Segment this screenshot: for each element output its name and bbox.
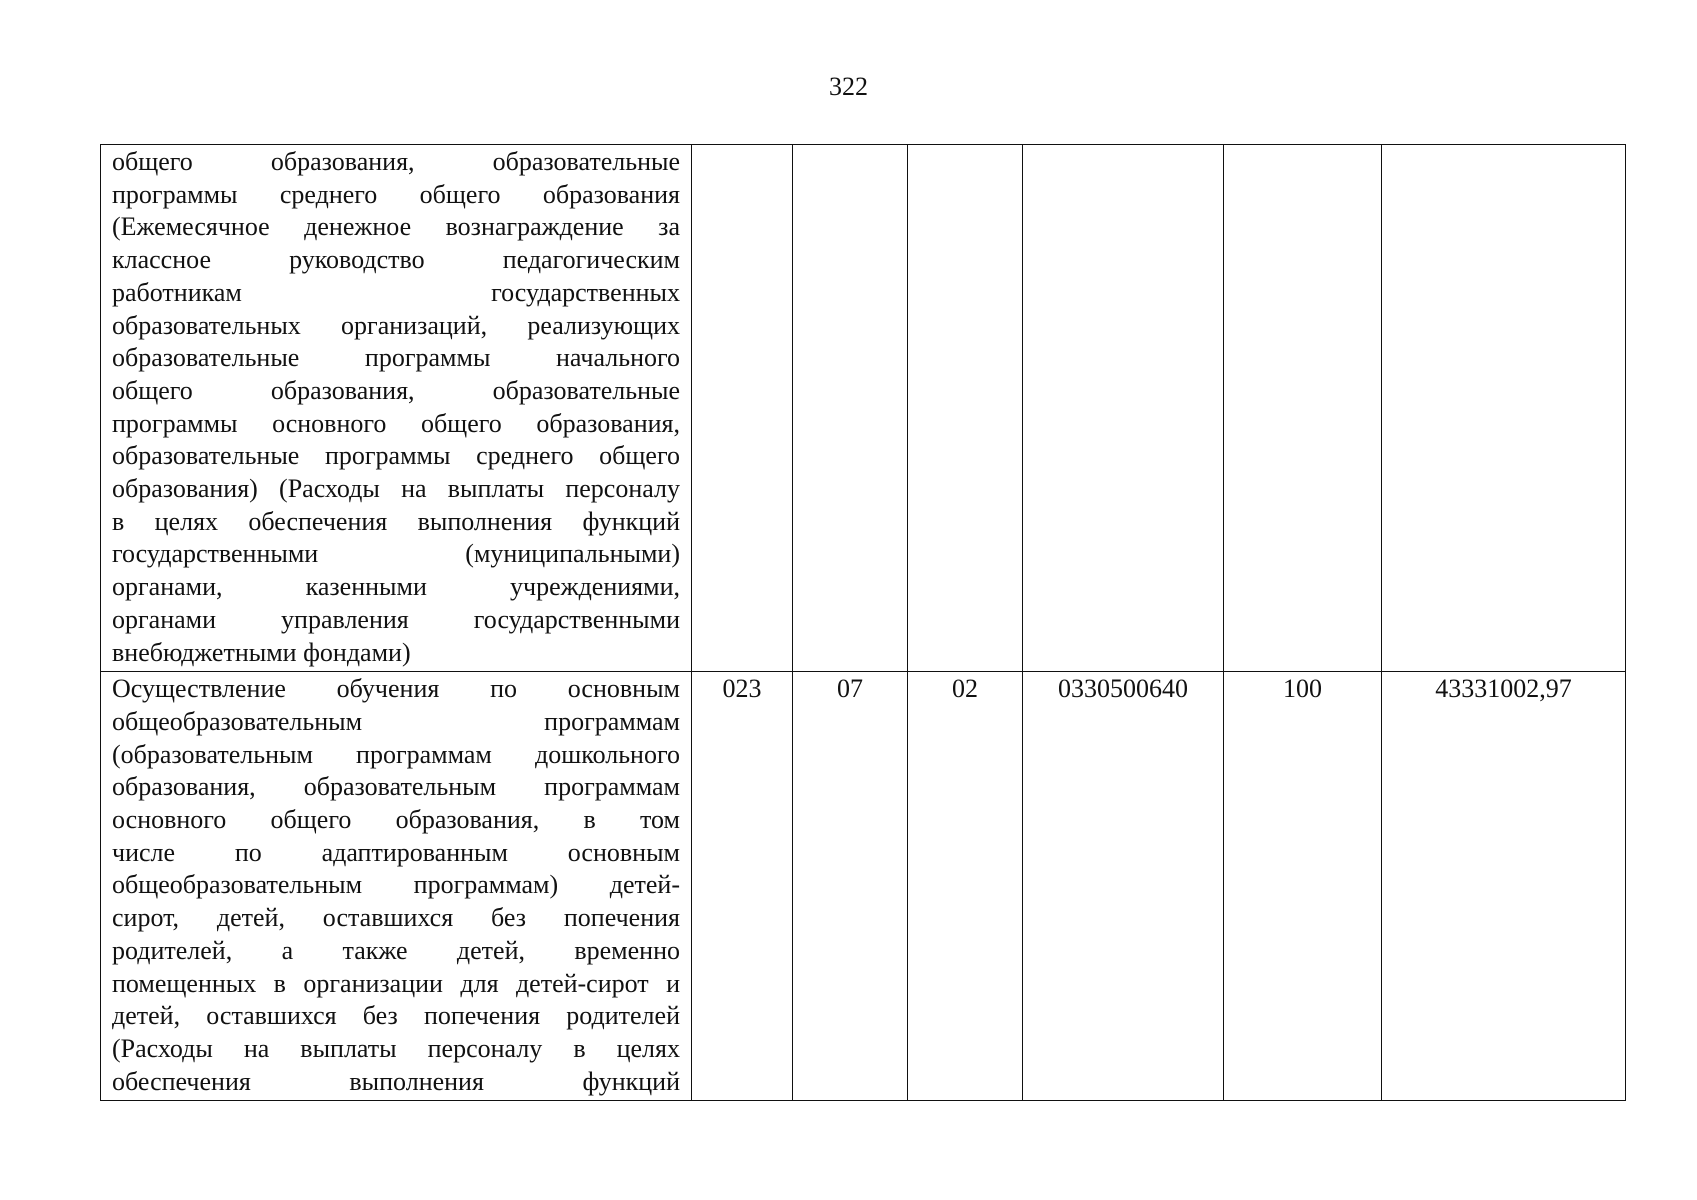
description-line: внебюджетными фондами) [112,637,411,667]
target-article-cell: 0330500640 [1023,672,1224,1101]
table-row [101,672,1626,1101]
description-line: образовательные программы среднего общего [112,441,680,471]
description-line: (Расходы на выплаты персоналу в целях [112,1033,680,1063]
description-line: (образовательным программам дошкольного [112,739,680,769]
description-line: родителей, а также детей, временно [112,935,680,965]
budget-table [100,144,1626,1101]
description-line: органами, казенными учреждениями, [112,572,680,602]
description-line: программы среднего общего образования [112,179,680,209]
description-line: образовательных организаций, реализующих [112,310,680,340]
description-line: образования, образовательным программам [112,772,680,802]
subsection-code-cell [908,145,1023,672]
description-line: общеобразовательным программам [112,706,680,736]
expense-type-cell: 100 [1224,672,1382,1101]
description-line: числе по адаптированным основным [112,837,680,867]
subsection-code-cell: 02 [908,672,1023,1101]
target-article-cell [1023,145,1224,672]
section-code-cell: 07 [793,672,908,1101]
amount-cell: 43331002,97 [1382,672,1626,1101]
description-line: образования) (Расходы на выплаты персоналу [112,474,680,504]
description-line: программы основного общего образования, [112,408,680,438]
description-line: образовательные программы начального [112,343,680,373]
description-line: работникам государственных [112,277,680,307]
description-line: сирот, детей, оставшихся без попечения [112,903,680,933]
description-line: классное руководство педагогическим [112,245,680,275]
description-line: государственными (муниципальными) [112,539,680,569]
amount-cell [1382,145,1626,672]
ministry-code-cell [692,145,793,672]
expense-type-cell [1224,145,1382,672]
description-line: общего образования, образовательные [112,375,680,405]
description-cell [101,145,692,672]
ministry-code-cell: 023 [692,672,793,1101]
description-line: основного общего образования, в том [112,805,680,835]
description-line: детей, оставшихся без попечения родителей [112,1001,680,1031]
description-line: общего образования, образовательные [112,147,680,176]
description-line: Осуществление обучения по основным [112,674,680,704]
table-row [101,145,1626,672]
description-line: обеспечения выполнения функций [112,1066,680,1096]
description-line: органами управления государственными [112,604,680,634]
section-code-cell [793,145,908,672]
page-number: 322 [829,72,868,101]
description-line: в целях обеспечения выполнения функций [112,506,680,536]
description-cell [101,672,692,1101]
description-line: общеобразовательным программам) детей- [112,870,680,900]
description-line: (Ежемесячное денежное вознаграждение за [112,212,680,242]
description-line: помещенных в организации для детей-сирот и [112,968,680,998]
